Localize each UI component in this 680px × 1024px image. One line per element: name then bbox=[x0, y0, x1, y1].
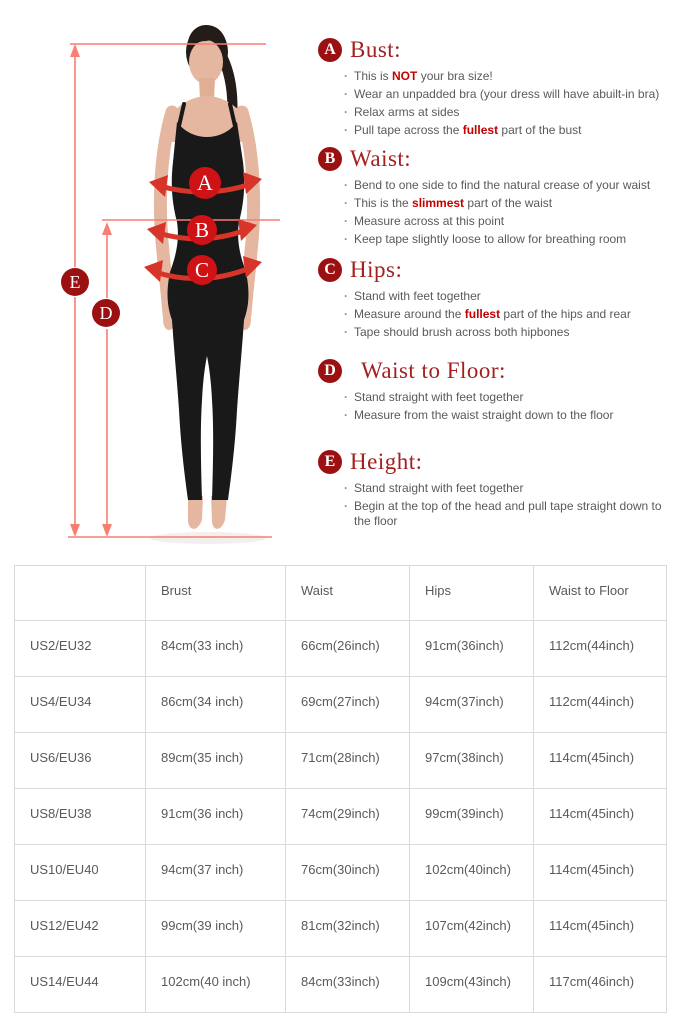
measurement-cell: 69cm(27inch) bbox=[286, 677, 410, 733]
measurement-cell: 97cm(38inch) bbox=[410, 733, 534, 789]
bullet-item bbox=[344, 123, 674, 138]
measurement-cell: 114cm(45inch) bbox=[534, 733, 667, 789]
size-cell: US6/EU36 bbox=[15, 733, 146, 789]
section-bullets bbox=[318, 64, 674, 138]
measure-column-header: Waist bbox=[286, 566, 410, 621]
measurement-cell: 94cm(37inch) bbox=[410, 677, 534, 733]
bullet-item bbox=[344, 232, 674, 247]
measurement-cell: 84cm(33inch) bbox=[286, 957, 410, 1013]
measurement-cell: 76cm(30inch) bbox=[286, 845, 410, 901]
bullet-dot-icon: · bbox=[344, 123, 348, 137]
marker-c-label: C bbox=[194, 258, 210, 282]
marker-b-label: B bbox=[194, 218, 210, 242]
section-heading bbox=[318, 357, 674, 385]
model-figure bbox=[150, 25, 266, 544]
marker-d-label: D bbox=[99, 303, 113, 323]
bullet-item bbox=[344, 408, 674, 423]
bullet-text: Begin at the top of the head and pull tape straight down to the floor bbox=[354, 499, 662, 528]
size-chart-body bbox=[15, 621, 667, 1013]
size-cell: US2/EU32 bbox=[15, 621, 146, 677]
measurement-cell: 99cm(39inch) bbox=[410, 789, 534, 845]
section-title: Bust: bbox=[350, 37, 402, 62]
measurement-cell: 91cm(36inch) bbox=[410, 621, 534, 677]
face bbox=[189, 40, 223, 84]
table-row bbox=[15, 789, 667, 845]
size-cell: US10/EU40 bbox=[15, 845, 146, 901]
measurement-cell: 109cm(43inch) bbox=[410, 957, 534, 1013]
measurement-cell: 74cm(29inch) bbox=[286, 789, 410, 845]
section-bullets bbox=[318, 385, 674, 423]
table-row bbox=[15, 621, 667, 677]
size-chart-header bbox=[15, 566, 667, 621]
section-heading bbox=[318, 145, 674, 173]
bullet-text: This is the slimmest part of the waist bbox=[354, 196, 553, 210]
measurement-cell: 86cm(34 inch) bbox=[146, 677, 286, 733]
measurement-cell: 84cm(33 inch) bbox=[146, 621, 286, 677]
size-cell: US4/EU34 bbox=[15, 677, 146, 733]
bullet-item bbox=[344, 196, 674, 211]
measurement-diagram bbox=[0, 0, 320, 565]
bullet-item bbox=[344, 87, 674, 102]
measure-column-header: Waist to Floor bbox=[534, 566, 667, 621]
bullet-item bbox=[344, 325, 674, 340]
measurement-cell: 114cm(45inch) bbox=[534, 901, 667, 957]
measurement-cell: 112cm(44inch) bbox=[534, 677, 667, 733]
bullet-item bbox=[344, 105, 674, 120]
bullet-item bbox=[344, 307, 674, 322]
marker-a-label: A bbox=[197, 170, 213, 195]
bullet-text: Keep tape slightly loose to allow for breathing room bbox=[354, 232, 627, 246]
table-row bbox=[15, 677, 667, 733]
section-title: Waist: bbox=[350, 146, 412, 171]
measurement-cell: 89cm(35 inch) bbox=[146, 733, 286, 789]
size-cell: US12/EU42 bbox=[15, 901, 146, 957]
size-column-header bbox=[15, 566, 146, 621]
table-row bbox=[15, 901, 667, 957]
bullet-dot-icon: · bbox=[344, 87, 348, 101]
measurement-cell: 102cm(40 inch) bbox=[146, 957, 286, 1013]
bullet-text: Tape should brush across both hipbones bbox=[354, 325, 570, 339]
bullet-text: Relax arms at sides bbox=[354, 105, 460, 119]
bullet-item bbox=[344, 499, 674, 529]
section-heading bbox=[318, 256, 674, 284]
instruction-sections bbox=[318, 36, 674, 532]
table-row bbox=[15, 845, 667, 901]
table-row bbox=[15, 957, 667, 1013]
bullet-dot-icon: · bbox=[344, 481, 348, 495]
bullet-text: Measure across at this point bbox=[354, 214, 505, 228]
bullet-item bbox=[344, 214, 674, 229]
section-letter-badge: E bbox=[318, 450, 342, 474]
size-cell: US8/EU38 bbox=[15, 789, 146, 845]
section-letter-badge: D bbox=[318, 359, 342, 383]
bullet-dot-icon: · bbox=[344, 289, 348, 303]
bullet-item bbox=[344, 289, 674, 304]
instruction-section-e bbox=[318, 448, 674, 529]
measurement-cell: 102cm(40inch) bbox=[410, 845, 534, 901]
section-letter-badge: A bbox=[318, 38, 342, 62]
instruction-section-d bbox=[318, 357, 674, 423]
bullet-text: This is NOT your bra size! bbox=[354, 69, 493, 83]
measurement-cell: 66cm(26inch) bbox=[286, 621, 410, 677]
bullet-dot-icon: · bbox=[344, 69, 348, 83]
measurement-cell: 94cm(37 inch) bbox=[146, 845, 286, 901]
measurement-cell: 114cm(45inch) bbox=[534, 789, 667, 845]
bullet-text: Wear an unpadded bra (your dress will have abuilt-in bra) bbox=[354, 87, 660, 101]
measurement-cell: 81cm(32inch) bbox=[286, 901, 410, 957]
bullet-item bbox=[344, 178, 674, 193]
bullet-text: Measure around the fullest part of the hips and rear bbox=[354, 307, 631, 321]
bullet-text: Stand straight with feet together bbox=[354, 390, 524, 404]
marker-e-label: E bbox=[69, 272, 81, 292]
bullet-item bbox=[344, 481, 674, 496]
bullet-dot-icon: · bbox=[344, 325, 348, 339]
measure-column-header: Hips bbox=[410, 566, 534, 621]
right-foot bbox=[211, 496, 227, 529]
size-chart-table bbox=[14, 565, 667, 1013]
bullet-text: Pull tape across the fullest part of the bust bbox=[354, 123, 582, 137]
bullet-item bbox=[344, 390, 674, 405]
instruction-section-b bbox=[318, 145, 674, 247]
section-title: Waist to Floor: bbox=[361, 358, 506, 383]
section-title: Height: bbox=[350, 449, 423, 474]
bullet-dot-icon: · bbox=[344, 214, 348, 228]
bullet-dot-icon: · bbox=[344, 499, 348, 513]
measurement-cell: 107cm(42inch) bbox=[410, 901, 534, 957]
section-bullets bbox=[318, 173, 674, 247]
measurement-cell: 112cm(44inch) bbox=[534, 621, 667, 677]
bullet-dot-icon: · bbox=[344, 105, 348, 119]
bullet-text: Stand with feet together bbox=[354, 289, 481, 303]
bullet-text: Stand straight with feet together bbox=[354, 481, 524, 495]
section-bullets bbox=[318, 476, 674, 529]
bullet-dot-icon: · bbox=[344, 178, 348, 192]
section-letter-badge: C bbox=[318, 258, 342, 282]
table-row bbox=[15, 733, 667, 789]
measure-column-header: Brust bbox=[146, 566, 286, 621]
bullet-text: Measure from the waist straight down to the floor bbox=[354, 408, 614, 422]
bullet-text: Bend to one side to find the natural crease of your waist bbox=[354, 178, 651, 192]
bullet-item bbox=[344, 69, 674, 84]
measurement-cell: 99cm(39 inch) bbox=[146, 901, 286, 957]
section-heading bbox=[318, 36, 674, 64]
section-title: Hips: bbox=[350, 257, 403, 282]
bullet-dot-icon: · bbox=[344, 408, 348, 422]
instruction-section-c bbox=[318, 256, 674, 340]
bullet-dot-icon: · bbox=[344, 390, 348, 404]
section-letter-badge: B bbox=[318, 147, 342, 171]
section-heading bbox=[318, 448, 674, 476]
section-bullets bbox=[318, 284, 674, 340]
measurement-cell: 71cm(28inch) bbox=[286, 733, 410, 789]
left-foot bbox=[188, 496, 203, 529]
bullet-dot-icon: · bbox=[344, 196, 348, 210]
instruction-section-a bbox=[318, 36, 674, 138]
bullet-dot-icon: · bbox=[344, 232, 348, 246]
bullet-dot-icon: · bbox=[344, 307, 348, 321]
measurement-cell: 114cm(45inch) bbox=[534, 845, 667, 901]
size-cell: US14/EU44 bbox=[15, 957, 146, 1013]
measurement-cell: 117cm(46inch) bbox=[534, 957, 667, 1013]
measurement-cell: 91cm(36 inch) bbox=[146, 789, 286, 845]
